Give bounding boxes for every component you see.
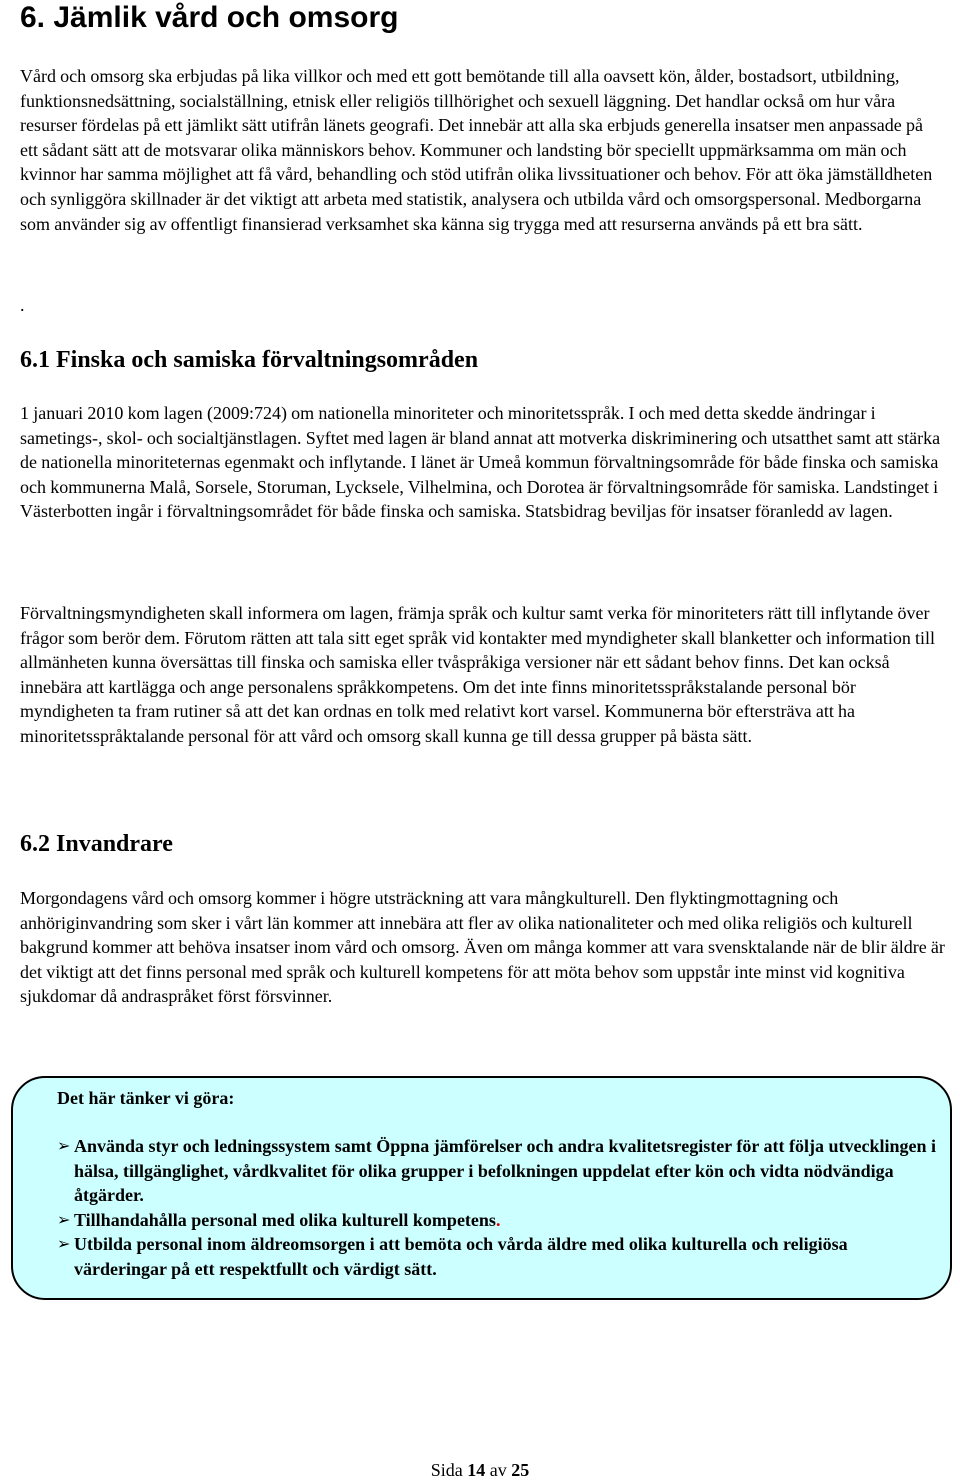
list-item-text: Tillhandahålla personal med olika kulturell kompetens [74, 1209, 496, 1230]
section-6-heading: 6. Jämlik vård och omsorg [20, 1, 399, 34]
section-6-1-heading: 6.1 Finska och samiska förvaltningsområden [20, 347, 479, 373]
section-6-1-paragraph-1: 1 januari 2010 kom lagen (2009:724) om nationella minoriteter och minoritetsspråk. I och med detta skedde ändringar i sametings-, skol- och socialtjänstlagen. Syftet med lagen är bland annat att motverka diskriminering och utsatthet samt att stärka de nationella minoriteternas egenmakt och inflytande. I länet är Umeå kommun förvaltningsområde för både finska och samiska och kommunerna Malå, Sorsele, Storuman, Lycksele, Vilhelmina, och Dorotea är förvaltningsområde för samiska. Landstinget i Västerbotten ingår i förvaltningsområdet för både finska och samiska. Statsbidrag beviljas för insatser föranledd av lagen. [20, 403, 941, 522]
arrow-bullet-icon: ➢ [57, 1234, 71, 1254]
section-6-2-heading: 6.2 Invandrare [20, 831, 173, 857]
section-6-2-paragraph: Morgondagens vård och omsorg kommer i högre utsträckning att vara mångkulturell. Den flyktingmottagning och anhöriginvandring som sker i vårt län kommer att innebära att fler av olika nationaliteter och med olika religiös och kulturell bakgrund kommer att behöva insatser inom vård och omsorg. Även om många kommer att vara svensktalande när de blir äldre är det viktigt att det finns personal med språk och kulturell kompetens för att möta behov som uppstår inte minst vid kognitiva sjukdomar då andraspråket först försvinner. [20, 888, 945, 1007]
action-plan-title: Det här tänker vi göra: [57, 1088, 235, 1108]
footer-prefix: Sida [430, 1460, 463, 1480]
footer-separator: av [489, 1460, 507, 1480]
footer-page-total: 25 [511, 1460, 530, 1480]
page-footer [0, 1458, 960, 1482]
list-item-text: Använda styr och ledningssystem samt Öppna jämförelser och andra kvalitetsregister för att följa utvecklingen i hälsa, tillgänglighet, vårdkvalitet för olika grupper i befolkningen uppdelat efter kön och vidta nödvändiga åtgärder. [74, 1136, 936, 1206]
list-item [57, 1208, 942, 1233]
action-plan-list [57, 1134, 942, 1282]
arrow-bullet-icon: ➢ [57, 1209, 71, 1229]
arrow-bullet-icon: ➢ [57, 1136, 71, 1155]
list-item [57, 1232, 942, 1281]
footer-page-number: 14 [467, 1460, 486, 1480]
section-6-paragraph: Vård och omsorg ska erbjudas på lika villkor och med ett gott bemötande till alla oavsett kön, ålder, bostadsort, utbildning, funktionsnedsättning, socialställning, etnisk eller religiös tillhörighet och sexuell läggning. Det handlar också om hur våra resurser fördelas på ett jämlikt sätt utifrån länets geografi. Det innebär att alla ska erbjuds generella insatser men anpassade på ett sådant sätt att de motsvarar olika människors behov. Kommuner och landsting bör speciellt uppmärksamma om män och kvinnor har samma möjlighet att få vård, behandling och stöd utifrån olika livssituationer och behov. För att öka jämställdheten och synliggöra skillnader är det viktigt att arbeta med statistik, analysera och utbilda vård och omsorgspersonal. Medborgarna som använder sig av offentligt finansierad verksamhet ska känna sig trygga med att resurserna används på ett bra sätt. [20, 66, 933, 234]
list-item-trailing-dot: . [495, 1209, 501, 1230]
list-item [57, 1134, 942, 1208]
list-item-text: Utbilda personal inom äldreomsorgen i att bemöta och vårda äldre med olika kulturella och religiösa värderingar på ett respektfullt och värdigt sätt. [74, 1234, 848, 1279]
stray-dot: . [20, 295, 25, 315]
action-plan-box [11, 1076, 952, 1300]
section-6-1-paragraph-2: Förvaltningsmyndigheten skall informera om lagen, främja språk och kultur samt verka för minoriteters rätt till inflytande över frågor som berör dem. Förutom rätten att tala sitt eget språk vid kontakter med myndigheter skall blanketter och information till allmänheten kunna översättas till finska och samiska eller tvåspråkiga versioner när ett sådant behov finns. Det kan också innebära att kartlägga och ange personalens språkkompetens. Om det inte finns minoritetsspråkstalande personal bör myndigheten ta fram rutiner så att det kan ordnas en tolk med relativt kort varsel. Kommunerna bör eftersträva att ha minoritetsspråktalande personal för att vård och omsorg skall kunna ge till dessa grupper på bästa sätt. [20, 603, 936, 746]
